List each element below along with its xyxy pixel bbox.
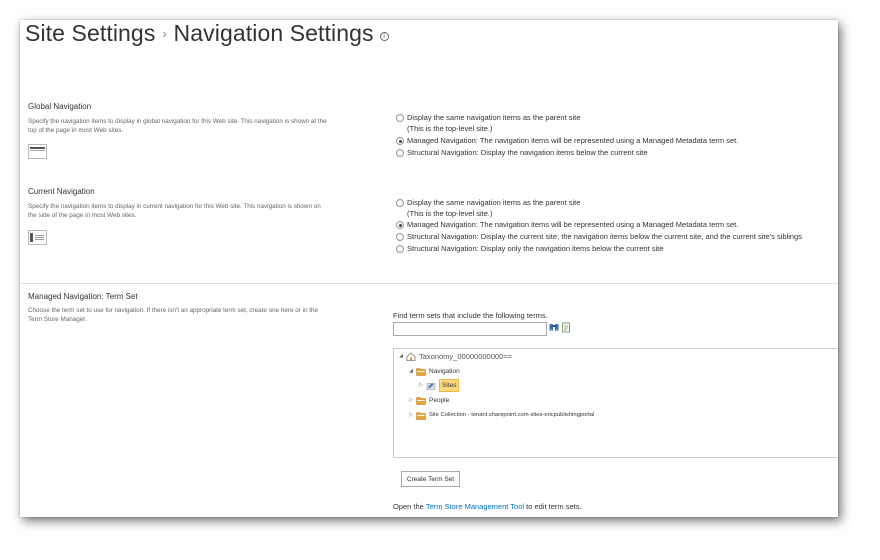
current-navigation-title: Current Navigation [28,187,95,196]
term-set-tree[interactable]: ◢ Taxonomy_00000000000== ◢ Navigation ▷ Sites ▷ People ▷ Site Collection - tenant.sharepoint.com-sites-ericpublishingportal [393,348,838,458]
global-navigation-thumbnail-icon [28,144,47,159]
breadcrumb-separator-icon: › [162,27,167,41]
expand-icon[interactable]: ▷ [409,397,413,403]
term-set-description: Choose the term set to use for navigation. If there isn't an appropriate term set, create one here or in the Term Store Manager. [28,307,318,324]
current-navigation-description: Specify the navigation items to display in current navigation for this Web site. This navigation is shown on the side of the page in most Web sites. [28,203,321,220]
radio-global-managed[interactable] [396,137,404,145]
breadcrumb-site-settings[interactable]: Site Settings [25,20,156,46]
page-title-bar [25,20,389,48]
find-term-sets-label: Find term sets that include the following terms. [393,311,548,320]
radio-current-inherit[interactable] [396,199,404,207]
term-set-icon [426,381,436,390]
create-term-set-button[interactable]: Create Term Set [401,471,460,487]
binoculars-icon[interactable] [549,322,559,333]
global-navigation-description: Specify the navigation items to display in global navigation for this Web site. This navigation is shown at the top of the page in most Web sites. [28,118,327,135]
collapse-icon[interactable]: ◢ [399,353,403,359]
folder-icon [416,396,426,405]
radio-current-managed[interactable] [396,221,404,229]
term-store-home-icon [406,352,416,361]
current-navigation-thumbnail-icon [28,230,47,245]
expand-icon[interactable]: ▷ [409,412,413,418]
global-navigation-title: Global Navigation [28,102,92,111]
expand-icon[interactable]: ▷ [419,382,423,388]
radio-global-inherit[interactable] [396,114,404,122]
term-set-title: Managed Navigation: Term Set [28,292,138,301]
navigation-settings-page: Site Settings › Navigation Settings i Global Navigation Specify the navigation items to display in global navigation for this Web site. This navigation is shown at the top of the page in most Web sites. Display the same navigation items as the parent site (This is the top-level site.) Managed Navigation: The navigation items will be represented using a Managed Metadata term set. Structural Navigation: Display the navigation items below the current site Current Navigation Specify the navigation items to display in current navigation for this Web site. This navigation is shown on the side of the page in most Web sites. Display the same navigation items as the parent site (This is the top-level site.) Managed Navigation: The navigation items will be represented using a Managed Metadata term set. Structural Navigation: Display the current site, the navigation items below the current site, and the current site's siblings Structural Navigation: Display only the navigation items below the current site Managed Navigation: Term Set Choose the term set to use for navigation. If there isn't an appropriate term set, create one here or in the Term Store Manager. Find term sets that include the following terms. ◢ Taxonomy_00000000000== ◢ Navigation ▷ Sites ▷ People ▷ Site Collection - tenant.sharepoint.com-sites-ericpublishingportal Create Term Set Open the Term Store Management Tool to edit term sets. [20,20,838,517]
folder-icon [416,411,426,420]
collapse-icon[interactable]: ◢ [409,368,413,374]
page-title: Navigation Settings [173,20,374,46]
radio-global-structural[interactable] [396,149,404,157]
info-icon[interactable]: i [380,32,389,41]
folder-icon [416,367,426,376]
term-store-management-tool-link[interactable]: Term Store Management Tool [425,502,525,511]
term-store-footer: Open the Term Store Management Tool to edit term sets. [393,502,582,511]
radio-current-structural-siblings[interactable] [396,233,404,241]
section-divider [20,283,838,284]
find-term-sets-input[interactable] [393,322,547,336]
radio-current-structural-below[interactable] [396,245,404,253]
browse-icon[interactable] [561,322,571,333]
